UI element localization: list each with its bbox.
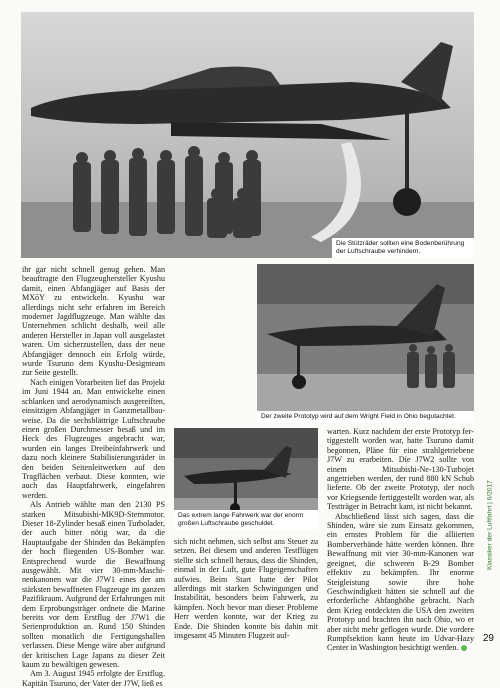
photo-middle-caption: Der zweite Prototyp wird auf dem Wright Field in Ohio begutachtet. — [257, 411, 474, 423]
text-column-right — [327, 427, 474, 653]
photo-middle — [257, 264, 474, 423]
left-paragraph-3: Als Antrieb wählte man den 2130 PS starken Mitsubishi-MK9D-Sternmotor. Dieser 18-Zylinder besaß einen Turbolader, der auch bitter nötig war, da die Hauptaufgabe der Shinden das Bekämpfen der hoch fliegenden US-Bomber war. Entsprechend wurde die Bewaffnung ausgewählt. Mit vier 30-mm-Maschinenkanonen war die J7W1 eines der am stärksten bewaffneten Flugzeuge im ganzen Pazifikraum. Aufgrund der Erfahrungen mit dem Erprobungsträger ordnete die Marine bereits vor dem Erstflug der J7W1 die Serienproduktion an. Rund 150 Shinden sollten monatlich die Fertigungshallen verlassen. Diese Menge wäre aber aufgrund der kritischen Lage Japans zu dieser Zeit kaum zu bewältigen gewesen. — [22, 500, 165, 670]
left-paragraph-1: ihr gar nicht schnell genug gehen. Man beauftragte den Flugzeughersteller Kyushu damit, einen Abfangjäger auf Basis der MXōY zu entwickeln. Kyushu war allerdings nicht sehr erfahren im Bereich moderner Jagdflugzeuge. Man wählte das Unternehmen schlicht deshalb, weil alle anderen Hersteller in Japan voll ausgelastet waren. Um sicherzustellen, dass der neue Abfangjäger dennoch ein Erfolg würde, wurde Tsuruno dem Kyushu-Designteam zur Seite gestellt. — [22, 265, 165, 378]
left-paragraph-2: Nach einigen Vorarbeiten lief das Projekt im Juni 1944 an. Man entwickelte einen schlanken und aerodynamisch ausgereiften, einsitzigen Abfangjäger in Ganzmetallbauweise. Da die sechsblättrige Luftschraube einen großen Durchmesser besaß und im Heck des Flugzeuges angebracht war, wurden ein langes Dreibeinfahrwerk und dazu noch kleinere Stabilisierungsräder in den beiden Seitenleitwerken auf den Tragflächen verbaut. Diese konnten, wie auch das Hauptfahrwerk, eingefahren werden. — [22, 377, 165, 500]
left-paragraph-4: Am 3. August 1945 erfolgte der Erstflug. Kapitän Tsuruno, der Vater der J7W, ließ es — [22, 669, 165, 688]
photo-top-caption: Die Stützräder sollten eine Bodenberührung der Luftschraube verhindern. — [332, 238, 474, 258]
sidebar-issue-label — [485, 440, 495, 610]
photo-top — [21, 12, 474, 258]
photo-top-image — [21, 12, 474, 258]
sidebar-label-text: Klassiker der Luftfahrt | 6/2017 — [486, 480, 494, 570]
photo-middle-image — [257, 264, 474, 423]
end-mark-icon — [461, 645, 467, 651]
right-paragraph-2 — [327, 512, 474, 653]
middle-paragraph-1: sich nicht nehmen, sich selbst ans Steuer zu setzen. Bei diesem und anderen Testflügen stellte sich schnell heraus, dass die Shinden, einmal in der Luft, gute Flugeigenschaften aufwies. Beim Start hatte der Pilot allerdings mit starken Schwingungen und Instabilität, besonders beim Fahrwerk, zu kämpfen. Noch bevor man dieser Probleme Herr werden konnte, war der Krieg zu Ende. Die Shinden konnte bis dahin mit insgesamt 45 Minuten Flugzeit auf- — [174, 537, 318, 641]
photo-bottom-caption: Das extrem lange Fahrwerk war der enorm großen Luftschraube geschuldet. — [174, 510, 318, 530]
photo-bottom — [174, 428, 318, 530]
text-column-left — [22, 265, 165, 688]
right-paragraph-1: warten. Kurz nachdem der erste Prototyp fertiggestellt worden war, hatte Tsuruno damit begonnen, Pläne für eine strahlgetriebene J7W zu erarbeiten. Die J7W2 sollte von einem Mitsubishi-Ne-130-Turbojet angetrieben werden, der rund 880 kN Schub lieferte. Ob der zweite Prototyp, der noch vor Kriegsende fertiggestellt worden war, als Testträger in Betracht kam, ist nicht bekannt. — [327, 427, 474, 512]
text-column-middle — [174, 537, 318, 640]
right-paragraph-2-text: Abschließend lässt sich sagen, dass die Shinden, wäre sie zum Einsatz gekommen, ein ernstes Problem für die alliierten Bomberverbände hätte werden können. Ihre Bewaffnung mit vier 30-mm-Kanonen war geeignet, die schweren B-29 Bomber effektiv zu bekämpfen. Ihr enorme Steigleistung sowie ihre hohe Geschwindigkeit hätten sie schnell auf die erforderliche Abfanghöhe gebracht. Nach dem Krieg entdeckten die USA den zweiten Prototyp und brachten ihn nach Ohio, wo er aber nicht mehr geflogen wurde. Die vordere Rumpfsektion kann heute im Udvar-Hazy Center in Washington besichtigt werden. — [327, 511, 474, 653]
page-number: 29 — [482, 633, 494, 644]
